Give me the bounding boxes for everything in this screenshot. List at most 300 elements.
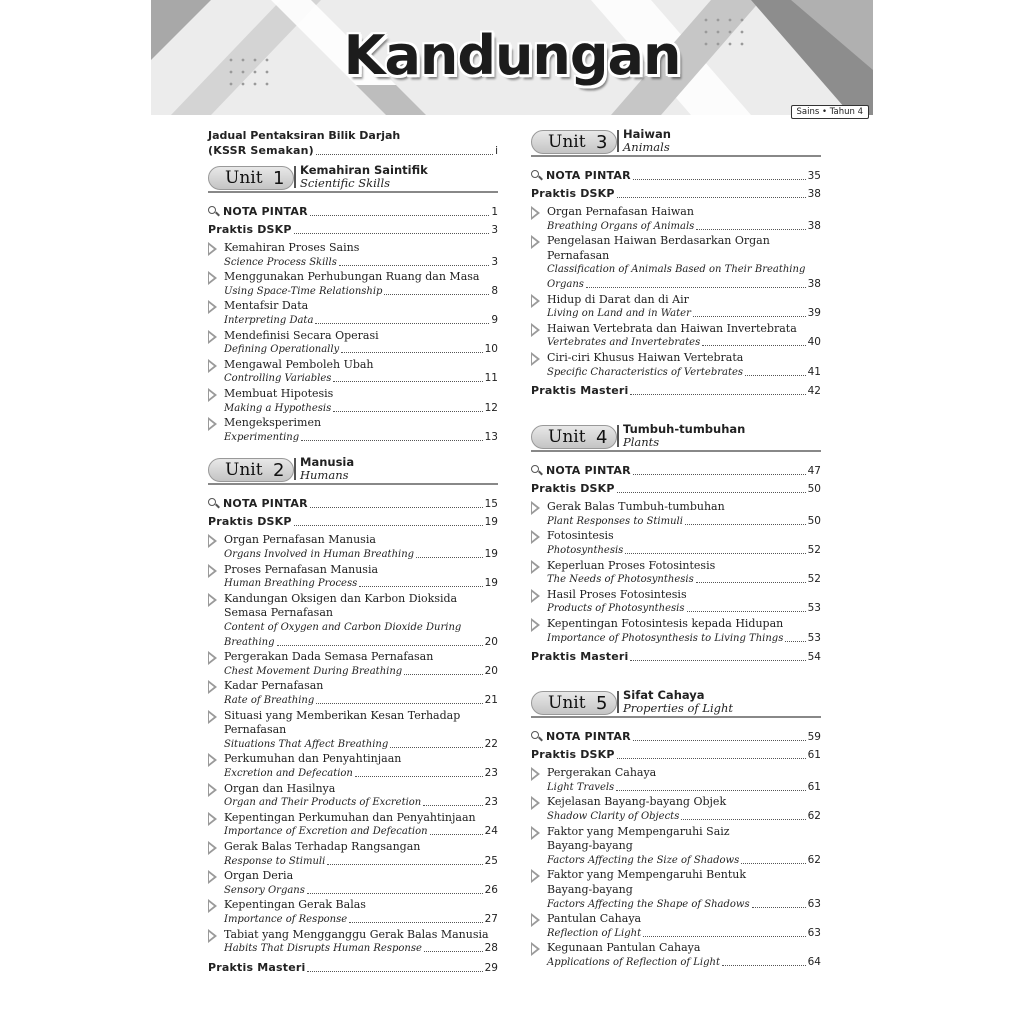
praktis-dskp-link[interactable] [208, 223, 498, 237]
praktis-dskp-link[interactable] [531, 748, 821, 762]
triangle-bullet-icon [208, 841, 217, 855]
unit-5-header[interactable] [531, 688, 821, 720]
topic-title-en-row [224, 884, 498, 897]
topic-title-en: Rate of Breathing [224, 694, 315, 706]
nota-pintar-link-label: NOTA PINTAR [531, 730, 631, 744]
topic-title-en: Situations That Affect Breathing [224, 738, 389, 750]
leader-dots [616, 790, 805, 791]
topic-title: Hidup di Darat dan di Air [547, 292, 689, 306]
topic-title: Faktor yang Mempengaruhi Saiz [547, 824, 730, 838]
leader-dots [341, 352, 482, 353]
topic-title-en-row [547, 854, 821, 867]
leader-dots [696, 582, 806, 583]
magnifier-icon [208, 498, 220, 508]
preface-link-label: (KSSR Semakan) [208, 144, 314, 157]
leader-dots [785, 641, 805, 642]
triangle-bullet-icon [208, 929, 217, 943]
topic-title-en: Interpreting Data [224, 314, 314, 326]
page-number: 63 [807, 926, 821, 939]
triangle-bullet-icon [531, 501, 540, 515]
triangle-bullet-icon [208, 330, 217, 344]
page-number: 53 [807, 631, 821, 644]
page-number: 52 [807, 573, 821, 586]
leader-dots [310, 507, 483, 508]
topic-title-en-row [224, 694, 498, 707]
unit-title-en: Animals [623, 140, 670, 154]
unit-3-header[interactable] [531, 127, 821, 159]
topic-title-en: Content of Oxygen and Carbon Dioxide During [224, 621, 462, 633]
page-number: 62 [807, 853, 821, 866]
topic-title-en: Defining Operationally [224, 344, 340, 356]
triangle-bullet-icon [208, 359, 217, 373]
leader-dots [307, 971, 482, 972]
triangle-bullet-icon [531, 869, 540, 883]
topic-title: Organ dan Hasilnya [224, 781, 336, 795]
unit-number: 3 [596, 132, 608, 153]
topic-title-en-row [224, 825, 498, 838]
topic-title-en-row [547, 307, 821, 320]
triangle-bullet-icon [208, 783, 217, 797]
leader-dots [416, 557, 483, 558]
leader-dots [696, 229, 805, 230]
page-number: 21 [484, 693, 498, 706]
unit-badge [531, 691, 617, 715]
triangle-bullet-icon [208, 812, 217, 826]
subject-badge: Sains • Tahun 4 [791, 105, 869, 119]
page-number: 64 [807, 955, 821, 968]
leader-dots [681, 819, 805, 820]
leader-dots [355, 776, 483, 777]
topic-title: Menggunakan Perhubungan Ruang dan Masa [224, 270, 480, 284]
unit-title: Sifat Cahaya [623, 688, 705, 703]
topic-title: Mentafsir Data [224, 299, 309, 313]
praktis-masteri-link[interactable] [531, 650, 821, 664]
topic-title: Gerak Balas Tumbuh-tumbuhan [547, 500, 725, 514]
topic-title-en: Organs Involved in Human Breathing [224, 548, 415, 560]
unit-title-en: Humans [300, 468, 349, 483]
topic-title-en-row [224, 577, 498, 590]
unit-word: Unit [548, 132, 586, 152]
page-number: 23 [484, 796, 498, 809]
page-number: 29 [484, 961, 498, 974]
page-number: 27 [484, 912, 498, 925]
page-title: Kandungan [343, 24, 681, 87]
page-number: 3 [491, 255, 498, 268]
toc-page [151, 0, 873, 1024]
topic-title-en: Making a Hypothesis [224, 402, 332, 414]
unit-word: Unit [548, 693, 586, 714]
leader-dots [384, 294, 489, 295]
leader-dots [617, 197, 806, 198]
topic-title-en-row [547, 278, 821, 291]
topic-title-en-row [547, 515, 821, 528]
leader-dots [625, 553, 805, 554]
triangle-bullet-icon [531, 796, 540, 810]
page-number: 40 [807, 336, 821, 349]
topic-title: Kejelasan Bayang-bayang Objek [547, 795, 727, 809]
page-number: 35 [807, 170, 821, 182]
magnifier-icon [531, 731, 543, 741]
page-number: 19 [484, 516, 498, 529]
leader-dots [301, 440, 482, 441]
topic-title: Bayang-bayang [547, 882, 633, 896]
topic-title-en: Breathing Organs of Animals [547, 220, 695, 232]
leader-dots [359, 586, 482, 587]
page-number: 8 [491, 284, 498, 297]
topic-title-en-row [547, 632, 821, 645]
nota-pintar-link[interactable] [208, 205, 498, 219]
page-number: 20 [484, 664, 498, 677]
topic-title-en: Specific Characteristics of Vertebrates [547, 366, 744, 378]
leader-dots [752, 907, 806, 908]
praktis-dskp-link-label: Praktis DSKP [531, 748, 615, 762]
topic-title-en: Experimenting [224, 431, 300, 443]
page-number: 63 [807, 897, 821, 910]
triangle-bullet-icon [208, 710, 217, 724]
unit-badge [531, 425, 617, 449]
topic-title: Kepentingan Fotosintesis kepada Hidupan [547, 617, 784, 630]
topic-title-en-row [547, 602, 821, 615]
topic-title: Pantulan Cahaya [547, 912, 642, 926]
topic-title-en-row [224, 402, 498, 415]
page-number: 47 [807, 465, 821, 478]
topic-title-en-row [547, 956, 821, 969]
nota-pintar-link[interactable] [531, 464, 821, 478]
topic-title-en: Products of Photosynthesis [547, 603, 685, 615]
leader-dots [307, 893, 483, 894]
topic-title: Proses Pernafasan Manusia [224, 562, 379, 576]
unit-4-header[interactable] [531, 422, 821, 454]
topic-title: Bayang-bayang [547, 839, 633, 853]
topic-title-en: Plant Responses to Stimuli [547, 515, 683, 527]
topic-title-en: Response to Stimuli [224, 855, 326, 867]
leader-dots [423, 805, 482, 806]
leader-dots [633, 740, 806, 741]
unit-title: Manusia [300, 455, 355, 470]
leader-dots [333, 411, 482, 412]
unit-rule [531, 716, 821, 718]
nota-pintar-link[interactable] [531, 169, 821, 183]
topic-title-en-row [547, 573, 821, 586]
leader-dots [685, 524, 806, 525]
nota-pintar-link-label: NOTA PINTAR [208, 205, 308, 219]
topic-title-en-row [224, 636, 498, 649]
praktis-dskp-link[interactable] [531, 187, 821, 201]
triangle-bullet-icon [208, 564, 217, 578]
page-number: 19 [484, 547, 498, 560]
topic-title: Situasi yang Memberikan Kesan Terhadap [224, 708, 461, 722]
triangle-bullet-icon [531, 589, 540, 603]
unit-title-en: Plants [623, 435, 660, 450]
topic-title-en: Factors Affecting the Size of Shadows [547, 854, 740, 866]
unit-rule [208, 483, 498, 485]
topic-title: Pergerakan Cahaya [547, 766, 657, 780]
praktis-masteri-link-label: Praktis Masteri [531, 650, 629, 664]
leader-dots [693, 316, 806, 317]
unit-word: Unit [225, 168, 263, 188]
topic-title-en: Chest Movement During Breathing [224, 665, 403, 677]
leader-dots [643, 936, 806, 937]
page-number: 19 [484, 577, 498, 590]
praktis-dskp-link-label: Praktis DSKP [208, 223, 292, 236]
leader-dots [741, 863, 805, 864]
topic-title-en: Controlling Variables [224, 373, 332, 385]
triangle-bullet-icon [531, 560, 540, 574]
leader-dots [315, 323, 489, 324]
leader-dots [310, 215, 490, 216]
topic-title: Kemahiran Proses Sains [224, 241, 360, 254]
unit-divider [617, 130, 619, 152]
leader-dots [333, 381, 482, 382]
triangle-bullet-icon [531, 767, 540, 781]
page-number: 12 [484, 401, 498, 414]
unit-badge [531, 130, 617, 154]
leader-dots [722, 965, 806, 966]
unit-divider [617, 691, 619, 713]
topic-title-en: Habits That Disrupts Human Response [224, 943, 422, 955]
triangle-bullet-icon [531, 618, 540, 632]
topic-title-en: Importance of Response [224, 913, 348, 925]
page-number: 53 [807, 602, 821, 615]
topic-title-en-row [224, 431, 498, 444]
topic-title: Mengawal Pemboleh Ubah [224, 357, 374, 371]
topic-title-en-row [547, 781, 821, 794]
topic-title-en: Using Space-Time Relationship [224, 285, 383, 297]
triangle-bullet-icon [531, 913, 540, 927]
magnifier-icon [531, 170, 543, 180]
triangle-bullet-icon [531, 942, 540, 956]
triangle-bullet-icon [531, 294, 540, 308]
leader-dots [630, 660, 805, 661]
topic-title-en: Photosynthesis [547, 544, 624, 556]
triangle-bullet-icon [208, 417, 217, 431]
page-number: 59 [807, 731, 821, 744]
triangle-bullet-icon [531, 206, 540, 220]
topic-title-en-row [547, 336, 821, 349]
leader-dots [633, 474, 806, 475]
topic-title-en-row [224, 796, 498, 809]
unit-number: 2 [273, 460, 285, 482]
preface-link[interactable] [208, 144, 498, 158]
page-number: 50 [807, 483, 821, 496]
magnifier-icon [208, 206, 220, 216]
leader-dots [294, 233, 490, 234]
unit-badge [208, 458, 294, 482]
triangle-bullet-icon [208, 300, 217, 314]
topic-title: Hasil Proses Fotosintesis [547, 587, 687, 601]
leader-dots [630, 394, 805, 395]
topic-title: Haiwan Vertebrata dan Haiwan Invertebrata [547, 321, 797, 335]
topic-title: Pengelasan Haiwan Berdasarkan Organ [547, 234, 770, 248]
unit-divider [294, 458, 296, 480]
praktis-masteri-link-label: Praktis Masteri [531, 384, 629, 398]
leader-dots [339, 265, 489, 266]
topic-title-en: Human Breathing Process [224, 578, 358, 590]
leader-dots [277, 645, 483, 646]
topic-title: Kadar Pernafasan [224, 679, 324, 693]
page-number: 61 [807, 780, 821, 793]
unit-title: Haiwan [623, 127, 671, 141]
leader-dots [424, 951, 483, 952]
triangle-bullet-icon [208, 242, 217, 256]
triangle-bullet-icon [531, 235, 540, 249]
topic-title-en: Light Travels [547, 781, 615, 793]
topic-title-en: The Needs of Photosynthesis [547, 574, 694, 586]
page-number: 54 [807, 651, 821, 664]
praktis-masteri-link[interactable] [208, 961, 498, 975]
topic-title-en-row [547, 898, 821, 911]
page-number: 15 [484, 498, 498, 511]
triangle-bullet-icon [208, 870, 217, 884]
topic-title: Gerak Balas Terhadap Rangsangan [224, 840, 421, 853]
topic-title: Pergerakan Dada Semasa Pernafasan [224, 650, 434, 664]
topic-title-en: Classification of Animals Based on Their Breathing [547, 264, 806, 276]
page-number: 41 [807, 365, 821, 378]
triangle-bullet-icon [531, 530, 540, 544]
topic-title-en: Organ and Their Products of Excretion [224, 797, 422, 809]
leader-dots [633, 179, 806, 180]
nota-pintar-link[interactable] [531, 730, 821, 744]
topic-title-en-row [224, 256, 498, 269]
topic-title: Organ Pernafasan Manusia [224, 533, 376, 547]
topic-title-en-row [224, 767, 498, 780]
unit-title: Tumbuh-tumbuhan [623, 422, 746, 437]
page-number: 11 [484, 372, 498, 385]
magnifier-icon [531, 465, 543, 475]
nota-pintar-link[interactable] [208, 497, 498, 511]
leader-dots [586, 287, 806, 288]
leader-dots [349, 922, 482, 923]
topic-title-en-row [224, 343, 498, 356]
topic-title-en: Vertebrates and Invertebrates [547, 337, 701, 349]
topic-title-en-row [224, 738, 498, 751]
page-number: i [495, 145, 498, 157]
topic-title: Fotosintesis [547, 529, 614, 543]
topic-title-en-row [224, 913, 498, 926]
topic-title: Kegunaan Pantulan Cahaya [547, 941, 701, 955]
page-number: 52 [807, 543, 821, 556]
praktis-masteri-link[interactable] [531, 384, 821, 398]
topic-title: Semasa Pernafasan [224, 606, 333, 620]
topic-title-en: Importance of Excretion and Defecation [224, 826, 428, 838]
topic-title-en: Reflection of Light [547, 927, 642, 939]
page-number: 13 [484, 430, 498, 443]
unit-badge [208, 166, 294, 190]
topic-title: Pernafasan [224, 723, 287, 737]
page-number: 42 [807, 385, 821, 398]
page-number: 20 [484, 635, 498, 648]
topic-title-en: Shadow Clarity of Objects [547, 810, 680, 822]
topic-title-en-row [224, 372, 498, 385]
page-number: 25 [484, 854, 498, 867]
praktis-dskp-link[interactable] [208, 515, 498, 529]
leader-dots [316, 154, 493, 155]
unit-1-header[interactable] [208, 163, 498, 195]
topic-title: Organ Pernafasan Haiwan [547, 205, 694, 218]
unit-title-en: Scientific Skills [300, 176, 391, 190]
topic-title-en: Breathing [224, 636, 275, 648]
topic-title-en: Factors Affecting the Shape of Shadows [547, 898, 750, 910]
triangle-bullet-icon [531, 323, 540, 337]
leader-dots [316, 703, 482, 704]
leader-dots [390, 747, 482, 748]
topic-title-en-row [224, 665, 498, 678]
header-banner [151, 0, 873, 115]
page-number: 61 [807, 749, 821, 762]
unit-word: Unit [225, 460, 263, 481]
unit-title: Kemahiran Saintifik [300, 163, 428, 177]
topic-title-en: Excretion and Defecation [224, 767, 353, 779]
topic-title: Kepentingan Gerak Balas [224, 898, 366, 912]
topic-title-en-row [547, 810, 821, 823]
nota-pintar-link-label: NOTA PINTAR [208, 497, 308, 511]
page-number: 24 [484, 825, 498, 838]
topic-title-en: Importance of Photosynthesis to Living Things [547, 632, 784, 644]
triangle-bullet-icon [531, 352, 540, 366]
topic-title-en: Organs [547, 278, 584, 290]
triangle-bullet-icon [208, 271, 217, 285]
topic-title: Pernafasan [547, 248, 610, 262]
praktis-dskp-link-label: Praktis DSKP [531, 187, 615, 200]
topic-title-en-row [224, 314, 498, 327]
topic-title: Kepentingan Perkumuhan dan Penyahtinjaan [224, 810, 476, 824]
page-number: 38 [807, 219, 821, 232]
praktis-dskp-link[interactable] [531, 482, 821, 496]
page-number: 22 [484, 737, 498, 750]
topic-title-en-row [547, 927, 821, 940]
leader-dots [617, 492, 806, 493]
unit-2-header[interactable] [208, 455, 498, 487]
topic-title: Keperluan Proses Fotosintesis [547, 558, 716, 572]
topic-title-en-row [547, 220, 821, 233]
leader-dots [617, 758, 806, 759]
leader-dots [404, 674, 482, 675]
leader-dots [702, 345, 805, 346]
topic-title: Faktor yang Mempengaruhi Bentuk [547, 868, 747, 882]
page-number: 1 [491, 206, 498, 218]
unit-rule [531, 155, 821, 157]
page-number: 38 [807, 277, 821, 290]
triangle-bullet-icon [208, 680, 217, 694]
topic-title: Organ Deria [224, 869, 294, 883]
leader-dots [327, 864, 482, 865]
unit-rule [531, 450, 821, 452]
page-number: 39 [807, 307, 821, 320]
unit-word: Unit [548, 427, 586, 448]
praktis-masteri-link-label: Praktis Masteri [208, 960, 306, 974]
topic-title-en-row [224, 855, 498, 868]
topic-title: Mendefinisi Secara Operasi [224, 328, 379, 342]
unit-divider [617, 425, 619, 447]
triangle-bullet-icon [208, 534, 217, 548]
topic-title: Mengeksperimen [224, 416, 322, 430]
page-number: 28 [484, 942, 498, 955]
topic-title-en-row [547, 366, 821, 379]
topic-title-en-row [224, 285, 498, 298]
page-number: 3 [491, 224, 498, 236]
nota-pintar-link-label: NOTA PINTAR [531, 169, 631, 183]
triangle-bullet-icon [531, 826, 540, 840]
page-number: 9 [491, 313, 498, 326]
topic-title-en-row [547, 544, 821, 557]
page-number: 26 [484, 883, 498, 896]
leader-dots [745, 375, 806, 376]
page-number: 50 [807, 514, 821, 527]
unit-number: 4 [596, 427, 608, 449]
triangle-bullet-icon [208, 651, 217, 665]
triangle-bullet-icon [208, 753, 217, 767]
praktis-dskp-link-label: Praktis DSKP [208, 515, 292, 529]
